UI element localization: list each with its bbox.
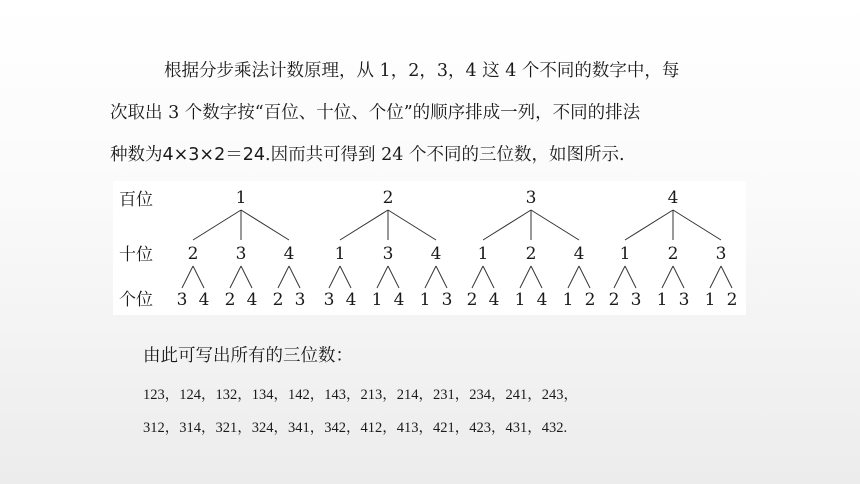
tree-branch [531, 210, 579, 240]
tree-branch [388, 266, 399, 288]
ones-digit: 1 [656, 290, 668, 310]
tree-branch [662, 266, 673, 288]
ones-digit: 4 [536, 290, 548, 310]
tree-branch [182, 266, 193, 288]
ones-digit: 4 [345, 290, 357, 310]
tree-branch [673, 210, 721, 240]
line3-prefix: 种数为 [110, 145, 163, 165]
ones-digit: 2 [608, 290, 620, 310]
hundreds-digit: 2 [382, 188, 394, 208]
tree-branch [625, 210, 673, 240]
tree-branch [241, 266, 252, 288]
paragraph-line-1: 根据分步乘法计数原理，从 1，2，3，4 这 4 个不同的数字中，每 [164, 61, 680, 81]
all-numbers-intro: 由此可写出所有的三位数： [143, 346, 353, 366]
hundreds-digit: 1 [235, 188, 247, 208]
paragraph-line-3 [110, 134, 750, 176]
line3-suffix: .因而共可得到 24 个不同的三位数，如图所示. [265, 145, 625, 165]
tree-branch [289, 266, 300, 288]
tree-branch [425, 266, 436, 288]
ones-digit: 3 [630, 290, 642, 310]
tens-digit: 1 [334, 244, 346, 264]
principle-paragraph [110, 50, 750, 176]
tens-digit: 2 [667, 244, 679, 264]
ones-digit: 2 [224, 290, 236, 310]
ones-digit: 1 [562, 290, 574, 310]
tens-digit: 4 [430, 244, 442, 264]
tree-branch [329, 266, 340, 288]
tree-branch [531, 266, 542, 288]
tree-branch [377, 266, 388, 288]
ones-digit: 1 [704, 290, 716, 310]
tree-branch [673, 266, 684, 288]
tree-branch [710, 266, 721, 288]
row-label-hundreds: 百位 [119, 190, 153, 210]
hundreds-digit: 4 [667, 188, 679, 208]
tree-branch [388, 210, 436, 240]
ones-digit: 1 [419, 290, 431, 310]
tens-digit: 4 [573, 244, 585, 264]
ones-digit: 3 [441, 290, 453, 310]
tree-branch [340, 266, 351, 288]
ones-digit: 3 [176, 290, 188, 310]
tree-branch [278, 266, 289, 288]
ones-digit: 2 [584, 290, 596, 310]
tens-digit: 2 [187, 244, 199, 264]
tree-diagram-svg [113, 181, 746, 315]
tree-branch [472, 266, 483, 288]
numbers-line-2: 312，314，321，324，341，342，412，413，421，423，431，432. [143, 420, 568, 436]
tens-digit: 2 [525, 244, 537, 264]
numbers-line-1: 123，124，132，134，142，143，213，214，231，234，241，243， [143, 387, 578, 403]
tree-branch [436, 266, 447, 288]
tens-digit: 1 [619, 244, 631, 264]
tens-digit: 3 [715, 244, 727, 264]
ones-digit: 4 [488, 290, 500, 310]
paragraph-line-2: 次取出 3 个数字按“百位、十位、个位”的顺序排成一列，不同的排法 [110, 103, 641, 123]
count-formula: 4×3×2＝24 [162, 145, 265, 165]
tree-branch [230, 266, 241, 288]
tree-branch [241, 210, 289, 240]
tree-branch [483, 266, 494, 288]
tree-diagram [113, 181, 746, 315]
tens-digit: 4 [283, 244, 295, 264]
ones-digit: 2 [726, 290, 738, 310]
ones-digit: 4 [246, 290, 258, 310]
tree-branch [520, 266, 531, 288]
ones-digit: 3 [323, 290, 335, 310]
ones-digit: 4 [198, 290, 210, 310]
ones-digit: 1 [514, 290, 526, 310]
ones-digit: 4 [393, 290, 405, 310]
tree-branch [614, 266, 625, 288]
tree-branch [483, 210, 531, 240]
tree-branch [721, 266, 732, 288]
tree-branch [193, 266, 204, 288]
tree-branch [568, 266, 579, 288]
tree-branch [579, 266, 590, 288]
row-label-tens: 十位 [119, 245, 153, 265]
row-label-ones: 个位 [119, 290, 153, 310]
ones-digit: 3 [294, 290, 306, 310]
tree-branch [625, 266, 636, 288]
ones-digit: 2 [272, 290, 284, 310]
tens-digit: 3 [235, 244, 247, 264]
tree-branch [340, 210, 388, 240]
tens-digit: 1 [477, 244, 489, 264]
tens-digit: 3 [382, 244, 394, 264]
tree-branch [193, 210, 241, 240]
ones-digit: 3 [678, 290, 690, 310]
ones-digit: 1 [371, 290, 383, 310]
hundreds-digit: 3 [525, 188, 537, 208]
ones-digit: 2 [466, 290, 478, 310]
